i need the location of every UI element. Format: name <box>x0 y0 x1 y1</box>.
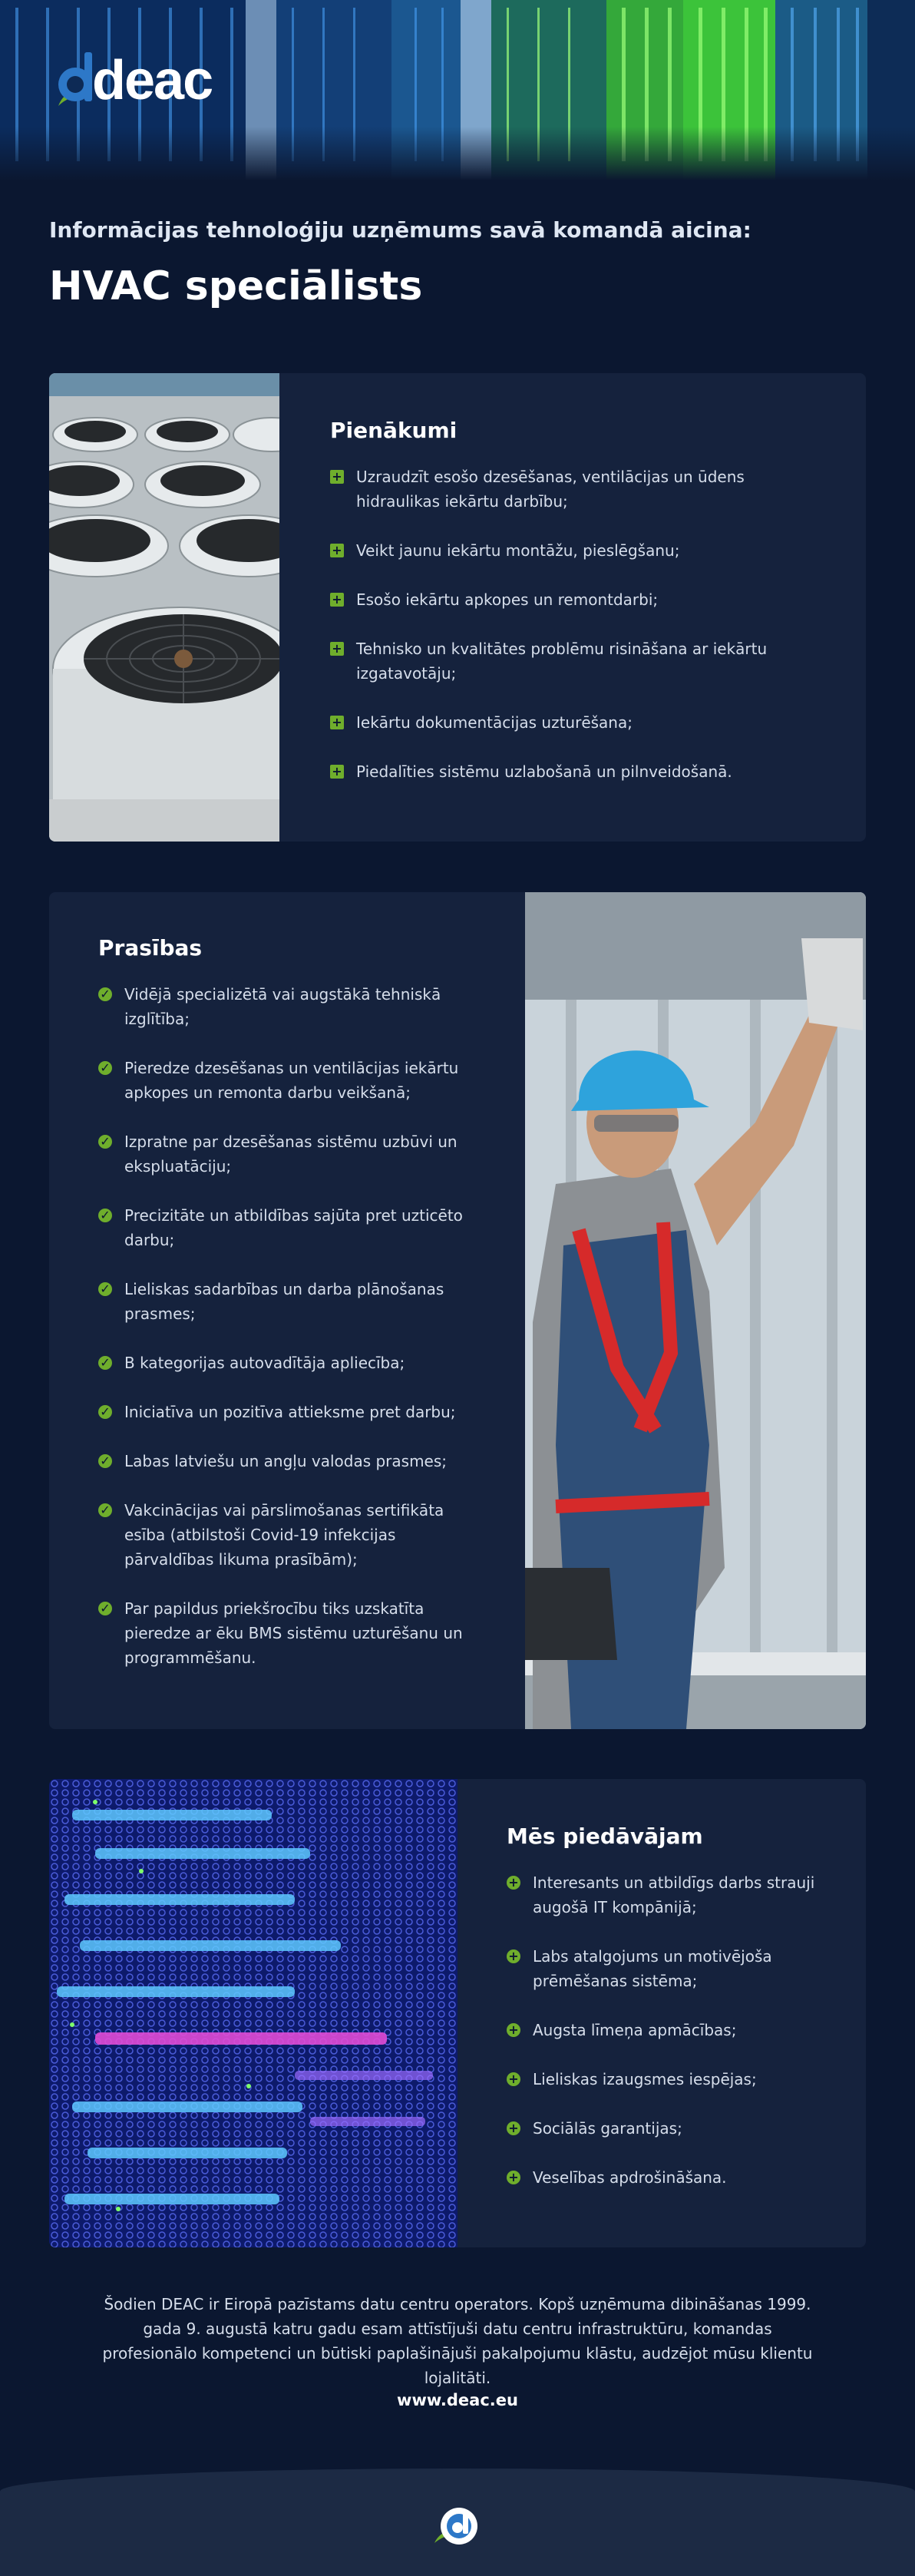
page-title: HVAC speciālists <box>49 263 423 309</box>
hvac-technician-image <box>525 892 866 1729</box>
list-item <box>98 1498 482 1572</box>
list-item <box>507 2116 829 2141</box>
duties-title: Pienākumi <box>330 418 458 443</box>
check-icon: ✓ <box>98 1405 112 1419</box>
check-icon: ✓ <box>98 1503 112 1517</box>
plus-icon: + <box>330 544 344 557</box>
list-item-text: Piedalīties sistēmu uzlabošanā un pilnveidošanā. <box>356 762 732 781</box>
plus-icon: + <box>507 2171 520 2184</box>
list-item <box>98 982 482 1031</box>
list-item <box>507 1870 829 1920</box>
hero-fade <box>0 127 915 180</box>
duties-card <box>49 373 866 842</box>
list-item-text: Lieliskas izaugsmes iespējas; <box>533 2070 757 2088</box>
requirements-list <box>98 982 482 1670</box>
requirements-content <box>98 935 482 1695</box>
list-item <box>507 2165 829 2190</box>
plus-icon: + <box>507 1949 520 1963</box>
rooftop-cooling-fans-image <box>49 373 279 842</box>
list-item-text: Veikt jaunu iekārtu montāžu, pieslēgšanu; <box>356 541 680 560</box>
server-rack-lights-image <box>49 1779 458 2247</box>
offer-list <box>507 1870 829 2190</box>
logo-text: deac <box>92 50 213 111</box>
requirements-title: Prasības <box>98 935 203 961</box>
list-item-text: Labs atalgojums un motivējoša prēmēšanas sistēma; <box>533 1947 772 1990</box>
offer-card <box>49 1779 866 2247</box>
check-icon: ✓ <box>98 1209 112 1222</box>
plus-icon: + <box>330 765 344 779</box>
list-item-text: Interesants un atbildīgs darbs strauji augošā IT kompānijā; <box>533 1873 815 1916</box>
list-item-text: Veselības apdrošināšana. <box>533 2168 727 2187</box>
check-icon: ✓ <box>98 1282 112 1296</box>
website-link[interactable]: www.deac.eu <box>397 2391 518 2409</box>
list-item-text: Pieredze dzesēšanas un ventilācijas iekārtu apkopes un remonta darbu veikšanā; <box>124 1059 459 1102</box>
plus-icon: + <box>507 1876 520 1890</box>
duties-list <box>330 465 806 784</box>
list-item <box>330 637 806 686</box>
offer-title: Mēs piedāvājam <box>507 1824 703 1849</box>
check-icon: ✓ <box>98 1135 112 1149</box>
list-item-text: Sociālās garantijas; <box>533 2119 682 2138</box>
plus-icon: + <box>330 716 344 729</box>
list-item-text: Esošo iekārtu apkopes un remontdarbi; <box>356 590 659 609</box>
plus-icon: + <box>507 2023 520 2037</box>
list-item-text: Precizitāte un atbildības sajūta pret uzticēto darbu; <box>124 1206 463 1249</box>
list-item-text: Augsta līmeņa apmācības; <box>533 2021 737 2039</box>
list-item-text: Izpratne par dzesēšanas sistēmu uzbūvi un ekspluatāciju; <box>124 1133 458 1176</box>
plus-icon: + <box>330 470 344 484</box>
offer-content <box>507 1824 829 2214</box>
list-item <box>507 1944 829 1993</box>
list-item <box>98 1056 482 1105</box>
list-item <box>98 1400 482 1424</box>
list-item-text: Iekārtu dokumentācijas uzturēšana; <box>356 713 633 732</box>
check-icon: ✓ <box>98 1356 112 1370</box>
list-item <box>330 710 806 735</box>
company-about-text: Šodien DEAC ir Eiropā pazīstams datu centru operators. Kopš uzņēmuma dibināšanas 1999. gada 9. augustā katru gadu esam attīstījuši datu centru infrastruktūru, komandas profesionālo kompetenci un būtiski paplašinājuši pakalpojumu klāstu, audzējot mūsu klientu lojalitāti. <box>102 2295 813 2387</box>
list-item <box>507 2067 829 2092</box>
list-item <box>330 465 806 514</box>
list-item-text: Iniciatīva un pozitīva attieksme pret darbu; <box>124 1403 456 1421</box>
plus-icon: + <box>507 2121 520 2135</box>
list-item-text: Labas latviešu un angļu valodas prasmes; <box>124 1452 448 1470</box>
list-item-text: Lieliskas sadarbības un darba plānošanas prasmes; <box>124 1280 444 1323</box>
deac-footer-logo-icon[interactable] <box>431 2497 485 2551</box>
check-icon: ✓ <box>98 1454 112 1468</box>
list-item-text: Uzraudzīt esošo dzesēšanas, ventilācijas un ūdens hidraulikas iekārtu darbību; <box>356 468 745 511</box>
plus-icon: + <box>330 593 344 607</box>
list-item <box>98 1351 482 1375</box>
check-icon: ✓ <box>98 1061 112 1075</box>
list-item <box>98 1596 482 1670</box>
list-item <box>98 1203 482 1252</box>
deac-logo[interactable] <box>54 46 212 115</box>
plus-icon: + <box>507 2072 520 2086</box>
requirements-card <box>49 892 866 1729</box>
list-item-text: Tehnisko un kvalitātes problēmu risināšana ar iekārtu izgatavotāju; <box>356 640 768 683</box>
hero-banner <box>0 0 915 180</box>
list-item <box>330 759 806 784</box>
list-item-text: Par papildus priekšrocību tiks uzskatīta pieredze ar ēku BMS sistēmu uzturēšanu un programmēšanu. <box>124 1599 463 1667</box>
list-item <box>507 2018 829 2042</box>
list-item <box>330 587 806 612</box>
plus-icon: + <box>330 642 344 656</box>
duties-content <box>330 418 806 809</box>
check-icon: ✓ <box>98 1602 112 1615</box>
check-icon: ✓ <box>98 987 112 1001</box>
list-item-text: Vidējā specializētā vai augstākā tehniskā izglītība; <box>124 985 441 1028</box>
list-item <box>98 1129 482 1179</box>
list-item-text: B kategorijas autovadītāja apliecība; <box>124 1354 405 1372</box>
list-item <box>330 538 806 563</box>
list-item <box>98 1449 482 1473</box>
intro-text: Informācijas tehnoloģiju uzņēmums savā komandā aicina: <box>49 217 751 243</box>
list-item <box>98 1277 482 1326</box>
list-item-text: Vakcinācijas vai pārslimošanas sertifikāta esība (atbilstoši Covid-19 infekcijas pārvaldības likuma prasībām); <box>124 1501 444 1569</box>
